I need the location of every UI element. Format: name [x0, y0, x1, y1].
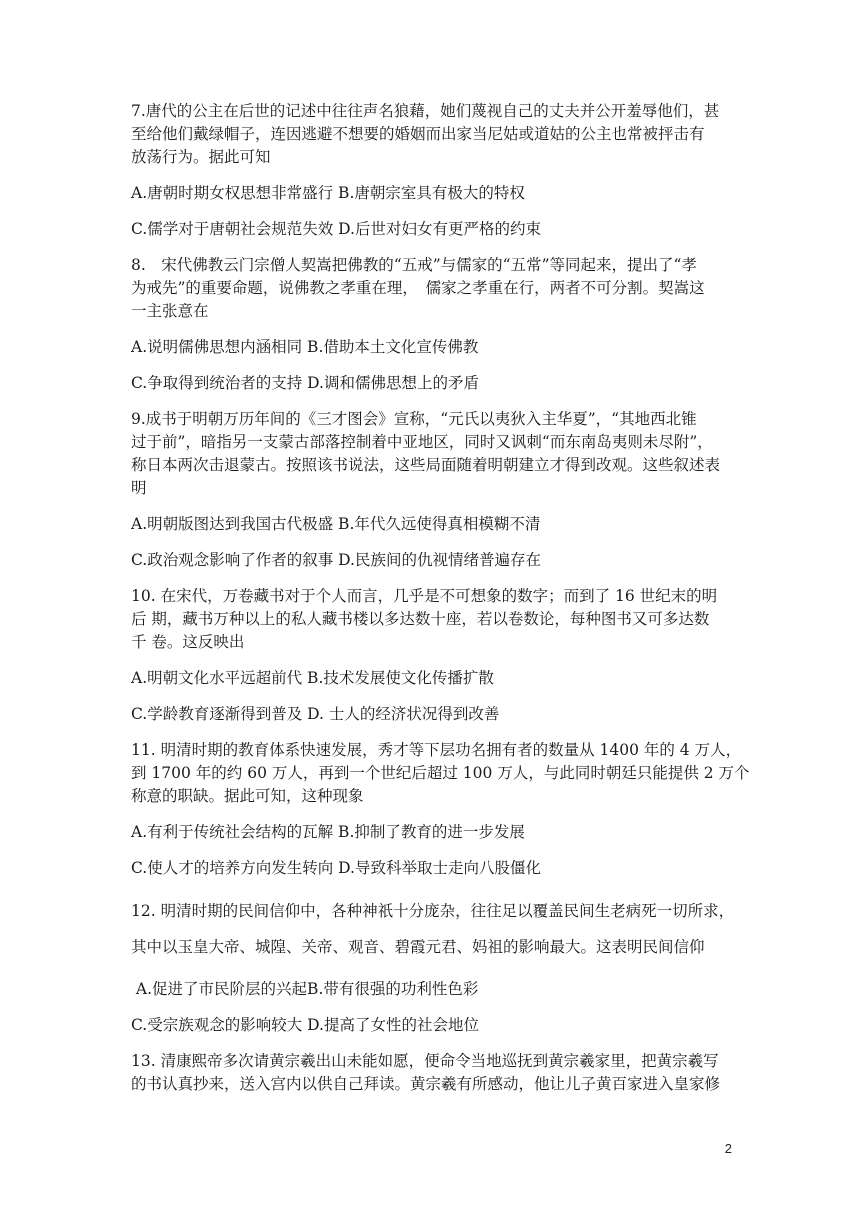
option-line: A.有利于传统社会结构的瓦解 B.抑制了教育的进一步发展 — [131, 823, 525, 841]
question-13 — [131, 1050, 731, 1096]
option-line: A.促进了市民阶层的兴起B.带有很强的功利性色彩 — [131, 980, 479, 998]
question-9 — [131, 408, 731, 572]
question-stem: 11. 明清时期的教育体系快速发展，秀才等下层功名拥有者的数量从 1400 年的 4 万人， 到 1700 年的约 60 万人，再到一个世纪后超过 100 万人，与此同时朝廷只能提供 2 万个 称意的职缺。据此可知，这种现象 — [131, 741, 750, 805]
question-11 — [131, 739, 750, 880]
option-line: C.争取得到统治者的支持 D.调和儒佛思想上的矛盾 — [131, 374, 479, 392]
option-line: A.说明儒佛思想内涵相同 B.借助本土文化宣传佛教 — [131, 338, 479, 356]
question-stem: 8. 宋代佛教云门宗僧人契嵩把佛教的“五戒”与儒家的“五常”等同起来，提出了“孝 为戒先”的重要命题，说佛教之孝重在理， 儒家之孝重在行，两者不可分割。契嵩这 一主张意在 — [131, 256, 705, 320]
option-line: C.受宗族观念的影响较大 D.提高了女性的社会地位 — [131, 1016, 479, 1034]
option-line: A.明朝版图达到我国古代极盛 B.年代久远使得真相模糊不清 — [131, 515, 541, 533]
page-number: 2 — [724, 1141, 732, 1156]
option-line: A.唐朝时期女权思想非常盛行 B.唐朝宗室具有极大的特权 — [131, 184, 525, 202]
question-stem: 13. 清康熙帝多次请黄宗羲出山未能如愿，便命令当地巡抚到黄宗羲家里，把黄宗羲写 的书认真抄来，送入宫内以供自己拜读。黄宗羲有所感动，他让儿子黄百家进入皇家修 — [131, 1052, 721, 1093]
option-line: C.政治观念影响了作者的叙事 D.民族间的仇视情绪普遍存在 — [131, 551, 541, 569]
option-line: C.学龄教育逐渐得到普及 D. 士人的经济状况得到改善 — [131, 705, 500, 723]
question-8 — [131, 254, 731, 395]
option-line: C.儒学对于唐朝社会规范失效 D.后世对妇女有更严格的约束 — [131, 220, 541, 238]
question-stem: 7.唐代的公主在后世的记述中往往声名狼藉，她们蔑视自己的丈夫并公开羞辱他们，甚 至给他们戴绿帽子，连因逃避不想要的婚姻而出家当尼姑或道姑的公主也常被抨击有 放荡行为。据此可知 — [131, 102, 720, 166]
question-12 — [131, 893, 735, 1037]
question-stem: 10. 在宋代，万卷藏书对于个人而言，几乎是不可想象的数字；而到了 16 世纪末的明 后 期，藏书万种以上的私人藏书楼以多达数十座，若以卷数论，每种图书又可多达数 千 卷。这反映出 — [131, 587, 718, 651]
question-10 — [131, 585, 731, 726]
question-7 — [131, 100, 731, 241]
option-line: A.明朝文化水平远超前代 B.技术发展使文化传播扩散 — [131, 669, 494, 687]
question-stem: 12. 明清时期的民间信仰中，各种神祇十分庞杂，往往足以覆盖民间生老病死一切所求， 其中以玉皇大帝、城隍、关帝、观音、碧霞元君、妈祖的影响最大。这表明民间信仰 — [131, 902, 735, 956]
question-list — [131, 100, 750, 1109]
option-line: C.使人才的培养方向发生转向 D.导致科举取士走向八股僵化 — [131, 859, 541, 877]
question-stem: 9.成书于明朝万历年间的《三才图会》宣称，“元氏以夷狄入主华夏”，“其地西北锥 过于前”，暗指另一支蒙古部落控制着中亚地区，同时又讽刺“而东南岛夷则未尽附”， 称日本两次击退蒙古。按照该书说法，这些局面随着明朝建立才得到改观。这些叙述表 明 — [131, 410, 721, 497]
